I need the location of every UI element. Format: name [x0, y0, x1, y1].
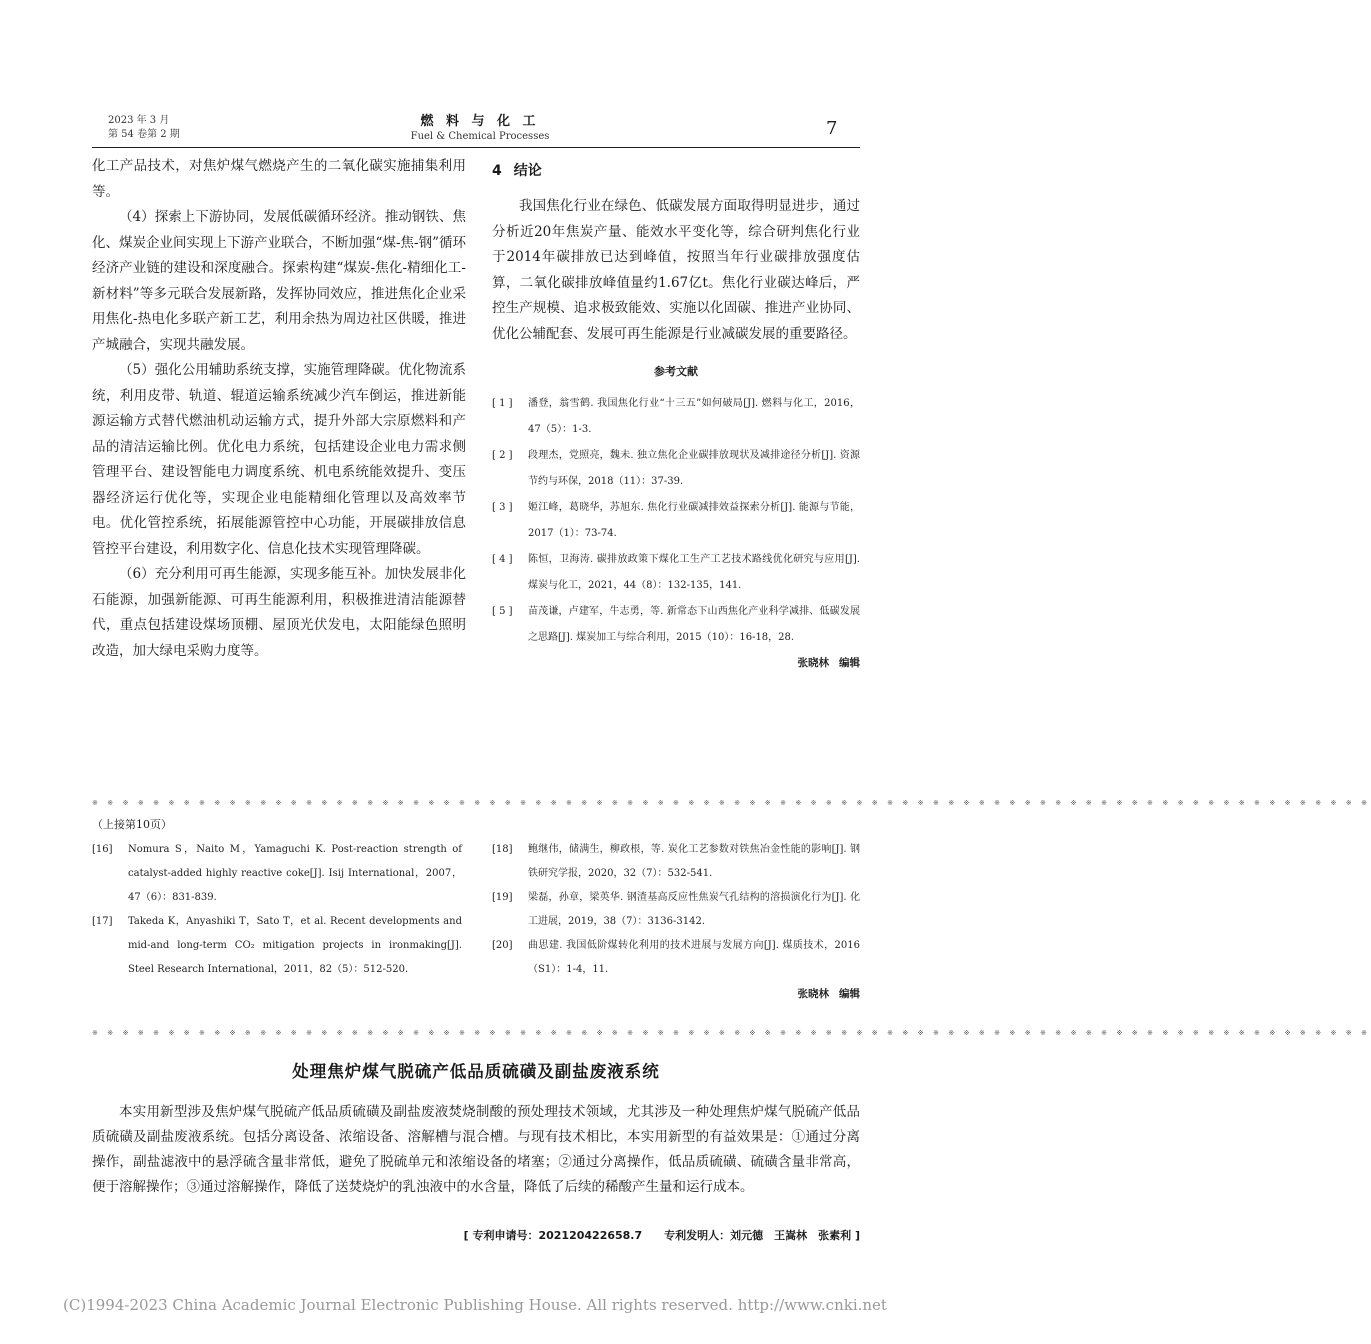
reference-number: [16]	[92, 844, 113, 855]
reference-item	[92, 910, 462, 982]
article-title: 处理焦炉煤气脱硫产低品质硫磺及副盐废液系统	[292, 1062, 660, 1081]
reference-number: [18]	[492, 844, 513, 855]
reference-text: Nomura S，Naito M，Yamaguchi K. Post-reaction strength of catalyst-added highly reactive coke[J]. Isij International，2007，47（6）：831-839.	[128, 844, 462, 903]
reference-number: [17]	[92, 916, 113, 927]
paragraph: （5）强化公用辅助系统支撑，实施管理降碳。优化物流系统，利用皮带、轨道、辊道运输系统减少汽车倒运，推进新能源运输方式替代燃油机动运输方式，提升外部大宗原燃料和产品的清洁运输比例。优化电力系统，包括建设企业电力需求侧管理平台、建设智能电力调度系统、机电系统能效提升、变压器经济运行优化等，实现企业电能精细化管理以及高效率节电。优化管控系统，拓展能源管控中心功能，开展碳排放信息管控平台建设，利用数字化、信息化技术实现管理降碳。	[92, 362, 466, 557]
reference-text: 潘登，翁雪鹤. 我国焦化行业“十三五”如何破局[J]. 燃料与化工，2016，47（5）：1-3.	[528, 398, 860, 435]
issue-info	[108, 114, 180, 142]
editor-credit	[492, 986, 860, 1001]
editor-name: 张晓林	[797, 657, 829, 669]
reference-item	[492, 838, 860, 886]
reference-number: [ 1 ]	[492, 398, 513, 409]
separator-line: ※ ※ ※ ※ ※ ※ ※ ※ ※ ※ ※ ※ ※ ※ ※ ※ ※ ※ ※ ※ ※ ※ ※ ※ ※ ※ ※ ※ ※ ※ ※ ※ ※ ※ ※ ※ ※ ※ ※ ※ ※ ※ ※ ※ ※ ※ ※ ※ ※ ※ ※ ※ ※ ※ ※ ※ ※ ※ ※ ※ ※ ※ ※ ※ ※ ※ ※ ※ ※ ※ ※ ※ ※ ※ ※ ※ ※ ※ ※ ※ ※ ※ ※ ※	[92, 1029, 1371, 1037]
reference-text: Takeda K，Anyashiki T，Sato T，et al. Recent developments and mid-and long-term CO₂ mitigation projects in ironmaking[J]. Steel Research International，2011，82（5）：512-520.	[128, 916, 462, 975]
reference-item	[492, 443, 860, 495]
reference-text: 曲思建. 我国低阶煤转化利用的技术进展与发展方向[J]. 煤质技术，2016（S1）：1-4，11.	[528, 940, 860, 975]
section-title: 结论	[513, 163, 542, 179]
issue-volume: 第 54 卷第 2 期	[108, 129, 180, 140]
header-rule	[92, 147, 860, 148]
reference-number: [ 5 ]	[492, 606, 513, 617]
reference-item	[492, 391, 860, 443]
reference-item	[492, 886, 860, 934]
section-heading	[492, 160, 860, 180]
section-number: 4	[492, 163, 502, 179]
reference-number: [19]	[492, 892, 513, 903]
reference-item	[492, 547, 860, 599]
issue-date: 2023 年 3 月	[108, 115, 170, 126]
editor-role: 编辑	[839, 657, 860, 669]
right-column	[492, 160, 860, 670]
journal-title-cn: 燃 料 与 化 工	[420, 114, 540, 129]
reference-item	[492, 934, 860, 982]
references-title: 参考文献	[654, 365, 698, 378]
conclusion-text: 我国焦化行业在绿色、低碳发展方面取得明显进步，通过分析近20年焦炭产量、能效水平变化等，综合研判焦化行业于2014年碳排放已达到峰值，按照当年行业碳排放强度估算，二氧化碳排放峰值量约1.67亿t。焦化行业碳达峰后，严控生产规模、追求极致能效、实施以化固碳、推进产业协同、优化公辅配套、发展可再生能源是行业减碳发展的重要路径。	[492, 198, 860, 342]
reference-item	[92, 838, 462, 910]
separator-line: ※ ※ ※ ※ ※ ※ ※ ※ ※ ※ ※ ※ ※ ※ ※ ※ ※ ※ ※ ※ ※ ※ ※ ※ ※ ※ ※ ※ ※ ※ ※ ※ ※ ※ ※ ※ ※ ※ ※ ※ ※ ※ ※ ※ ※ ※ ※ ※ ※ ※ ※ ※ ※ ※ ※ ※ ※ ※ ※ ※ ※ ※ ※ ※ ※ ※ ※ ※ ※ ※ ※ ※ ※ ※ ※ ※ ※ ※ ※ ※ ※ ※ ※ ※	[92, 799, 1371, 807]
continued-references-right	[492, 838, 860, 1001]
continued-label: （上接第10页）	[92, 818, 172, 831]
paragraph: 化工产品技术，对焦炉煤气燃烧产生的二氧化碳实施捕集利用等。	[92, 158, 466, 200]
patent-info: [ 专利申请号：202120422658.7 专利发明人：刘元德 王嵩林 张素利 ]	[463, 1229, 860, 1242]
reference-number: [ 3 ]	[492, 502, 513, 513]
paragraph: （4）探索上下游协同，发展低碳循环经济。推动钢铁、焦化、煤炭企业间实现上下游产业联合，不断加强“煤-焦-钢”循环经济产业链的建设和深度融合。探索构建“煤炭-焦化-精细化工-新材料”等多元联合发展新路，发挥协同效应，推进焦化企业采用焦化-热电化多联产新工艺，利用余热为周边社区供暖，推进产城融合，实现共融发展。	[92, 209, 466, 353]
reference-text: 姬江峰，葛晓华，苏旭东. 焦化行业碳减排效益探索分析[J]. 能源与节能，2017（1）：73-74.	[528, 502, 860, 539]
reference-number: [ 2 ]	[492, 450, 513, 461]
editor-name: 张晓林	[797, 988, 829, 1000]
reference-text: 段理杰，党照亮，魏未. 独立焦化企业碳排放现状及减排途径分析[J]. 资源节约与环保，2018（11）：37-39.	[528, 450, 860, 487]
editor-role: 编辑	[839, 988, 860, 1000]
page-number: 7	[826, 118, 838, 139]
reference-number: [ 4 ]	[492, 554, 513, 565]
article-body: 本实用新型涉及焦炉煤气脱硫产低品质硫磺及副盐废液焚烧制酸的预处理技术领域，尤其涉及一种处理焦炉煤气脱硫产低品质硫磺及副盐废液系统。包括分离设备、浓缩设备、溶解槽与混合槽。与现有技术相比，本实用新型的有益效果是：①通过分离操作，副盐滤液中的悬浮硫含量非常低，避免了脱硫单元和浓缩设备的堵塞；②通过分离操作，低品质硫磺、硫磺含量非常高，便于溶解操作；③通过溶解操作，降低了送焚烧炉的乳浊液中的水含量，降低了后续的稀酸产生量和运行成本。	[92, 1104, 860, 1195]
reference-item	[492, 495, 860, 547]
reference-item	[492, 599, 860, 651]
continued-references-left	[92, 838, 462, 982]
reference-text: 苗茂谦，卢建军，牛志勇，等. 新常态下山西焦化产业科学减排、低碳发展之思路[J]. 煤炭加工与综合利用，2015（10）：16-18，28.	[528, 606, 860, 643]
copyright-footer: (C)1994-2023 China Academic Journal Electronic Publishing House. All rights reserved. http://www.cnki.net	[63, 1296, 887, 1314]
reference-text: 鲍继伟，储满生，柳政根，等. 炭化工艺参数对铁焦冶金性能的影响[J]. 钢铁研究学报，2020，32（7）：532-541.	[528, 844, 860, 879]
editor-credit	[492, 655, 860, 670]
reference-text: 梁磊，孙章，梁英华. 钢渣基高反应性焦炭气孔结构的溶损演化行为[J]. 化工进展，2019，38（7）：3136-3142.	[528, 892, 860, 927]
reference-text: 陈恒，卫海涛. 碳排放政策下煤化工生产工艺技术路线优化研究与应用[J]. 煤炭与化工，2021，44（8）：132-135，141.	[528, 554, 860, 591]
paragraph: （6）充分利用可再生能源，实现多能互补。加快发展非化石能源，加强新能源、可再生能源利用，积极推进清洁能源替代，重点包括建设煤场顶棚、屋顶光伏发电，太阳能绿色照明改造，加大绿电采购力度等。	[92, 566, 466, 659]
journal-title-en: Fuel & Chemical Processes	[410, 131, 550, 142]
reference-number: [20]	[492, 940, 513, 951]
left-column	[92, 154, 466, 664]
journal-title	[330, 110, 630, 142]
